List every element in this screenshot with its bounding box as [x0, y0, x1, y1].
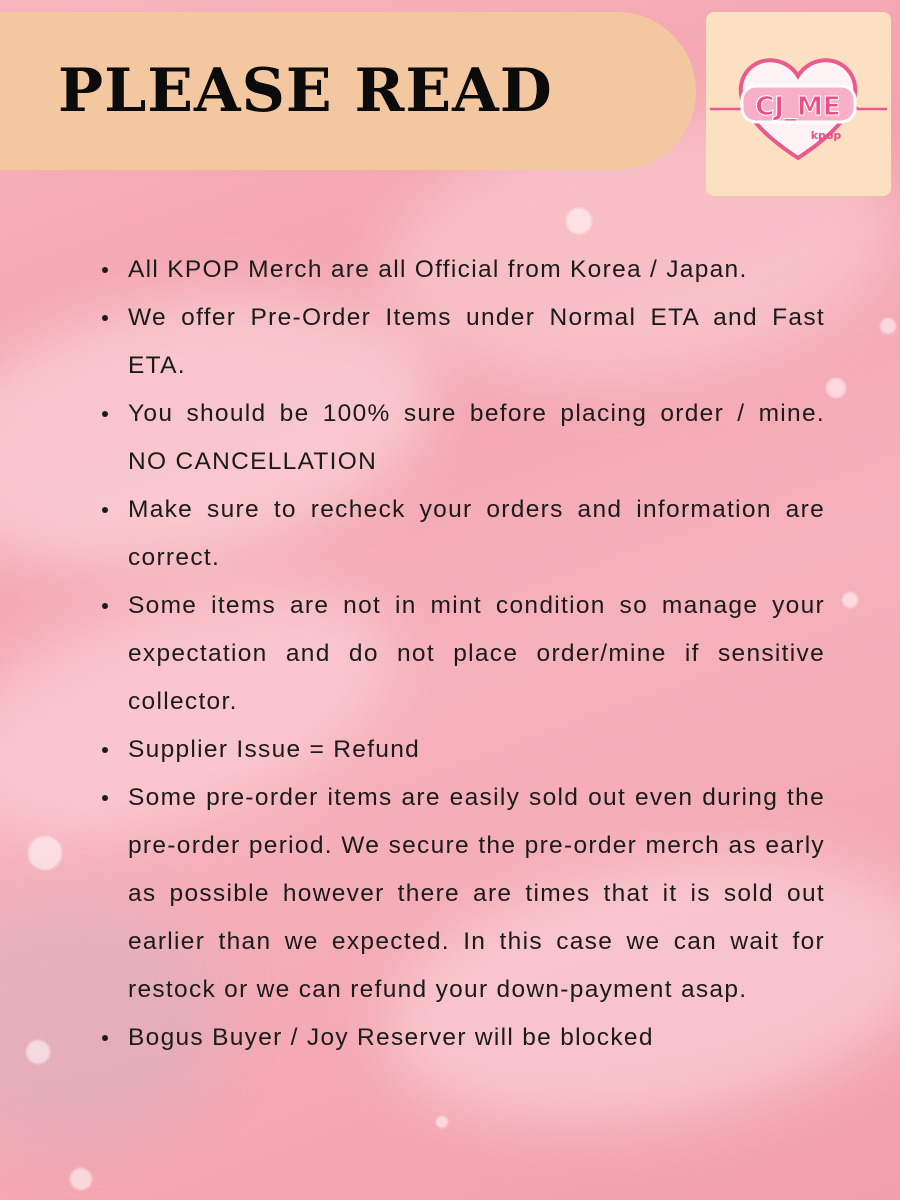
list-item: Supplier Issue = Refund: [128, 726, 825, 774]
list-item: You should be 100% sure before placing order / mine. NO CANCELLATION: [128, 390, 825, 486]
title-banner: [0, 12, 696, 170]
heart-logo-icon: [706, 12, 891, 196]
list-item: Some items are not in mint condition so manage your expectation and do not place order/mine if sensitive collector.: [128, 582, 825, 726]
background-bubble: [826, 378, 846, 398]
background-bubble: [436, 1116, 448, 1128]
logo-text: CJ_ME: [755, 92, 841, 122]
background-bubble: [28, 836, 62, 870]
list-item: We offer Pre-Order Items under Normal ETA and Fast ETA.: [128, 294, 825, 390]
list-item: Bogus Buyer / Joy Reserver will be blocked: [128, 1014, 825, 1062]
background-bubble: [566, 208, 592, 234]
list-item: Make sure to recheck your orders and information are correct.: [128, 486, 825, 582]
background-bubble: [26, 1040, 50, 1064]
logo-subtext: kpop: [810, 129, 842, 142]
list-item: All KPOP Merch are all Official from Korea / Japan.: [128, 246, 825, 294]
rules-list: [128, 246, 825, 1062]
background-bubble: [842, 592, 858, 608]
shop-logo: [706, 12, 891, 196]
background-bubble: [70, 1168, 92, 1190]
background-bubble: [880, 318, 896, 334]
page-title: PLEASE READ: [58, 56, 553, 126]
list-item: Some pre-order items are easily sold out even during the pre-order period. We secure the pre-order merch as early as possible however there are times that it is sold out earlier than we expected. In this case we can wait for restock or we can refund your down-payment asap.: [128, 774, 825, 1014]
